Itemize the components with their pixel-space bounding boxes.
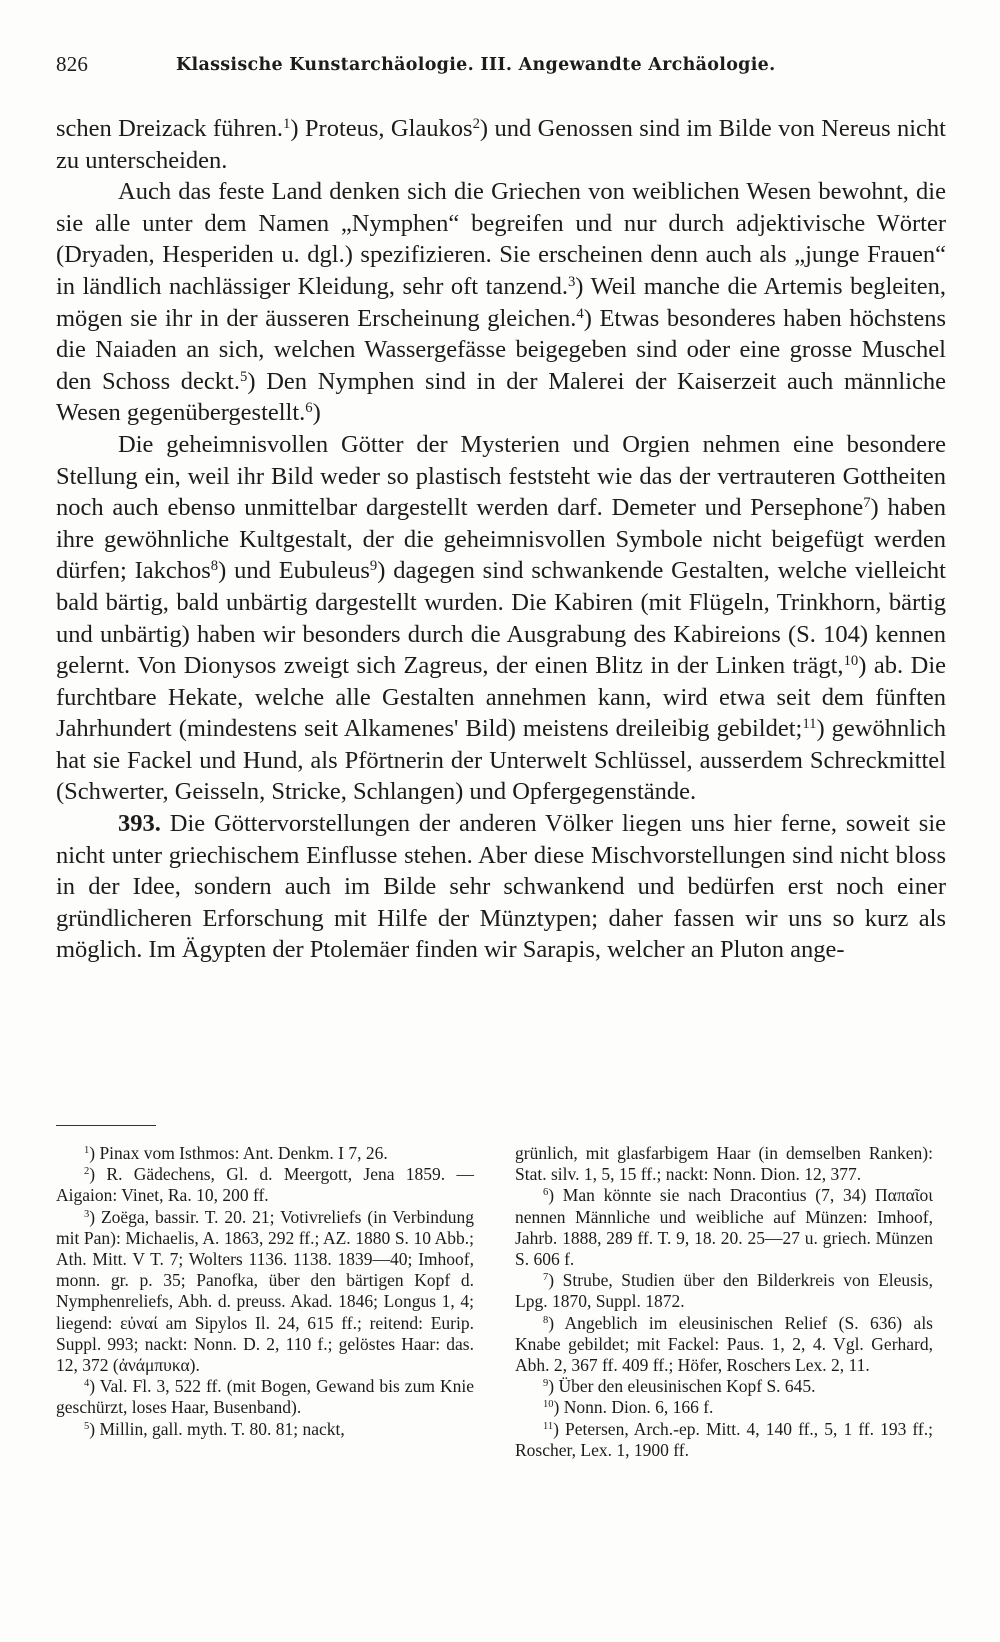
text-run: Den Nymphen sind in der Malerei der Kaiserzeit auch männliche Wesen gegenübergestellt. [56,367,947,427]
footnote-ref: 1 [283,115,291,132]
footnote-11 [515,1419,933,1461]
text-run: und Eubuleus [226,557,370,585]
footnote-2 [56,1164,474,1206]
footnote-mark: 8 [543,1314,549,1326]
footnote-ref: 9 [369,558,378,575]
section-number: 393. [118,810,161,838]
footnote-1 [56,1143,474,1164]
footnote-ref: 10 [843,653,859,670]
footnote-mark: 10 [543,1399,554,1411]
footnote-text: ) Millin, gall. myth. T. 80. 81; nackt, [89,1418,345,1439]
footnote-3 [56,1207,474,1377]
footnote-ref: 3 [567,273,576,290]
running-title: Klassische Kunstarchäologie. III. Angewandte Archäologie. [176,55,776,75]
page-number: 826 [56,52,89,76]
footnote-ref: 5 [240,368,248,385]
footnotes-left-column [56,1143,474,1440]
text-run: ) [290,115,299,142]
footnote-ref: 6 [305,400,313,417]
footnote-6 [515,1185,933,1270]
text-run: ) [816,715,825,743]
footnote-text: ) Über den eleusinischen Kopf S. 645. [548,1376,816,1397]
paragraph-4 [56,808,946,966]
footnote-5 [56,1419,474,1440]
text-run: Etwas besonderes haben höchstens die Naiaden an sich, welchen Wassergefässe beigegeben sind oder eine grosse Muschel den Schoss deckt. [56,304,946,395]
paragraph-1 [56,113,946,176]
footnote-mark: 3 [84,1208,90,1220]
footnote-ref: 7 [863,495,871,512]
footnote-10 [515,1397,933,1418]
footnote-text: ) Petersen, Arch.-ep. Mitt. 4, 140 ff., 5, 1 ff. 193 ff.; Roscher, Lex. 1, 1900 ff. [515,1418,933,1460]
main-text [56,113,946,966]
footnote-text: ) Man könnte sie nach Dracontius (7, 34) Παπαῖοι nennen Männliche und weibliche auf Münzen: Imhoof, Jahrb. 1888, 289 ff. T. 9, 18. 20. 25—27 u. griech. Münzen S. 606 f. [515,1185,933,1270]
text-run: ) [377,557,386,585]
text-run: gewöhnlich hat sie Fackel und Hund, als Pförtnerin der Unterwelt Schlüssel, ausserdem Schreckmittel (Schwerter, Geisseln, Stricke, Schlangen) und Opfergegenstände. [56,715,946,806]
paragraph-3 [56,429,946,808]
text-run: ) [870,494,879,522]
text-run: ) [583,304,592,332]
paragraph-2 [56,176,946,429]
text-run: Auch das feste Land denken sich die Griechen von weiblichen Wesen bewohnt, die sie alle unter dem Namen „Nymphen“ begreifen und nur durch adjektivische Wörter (Dryaden, Hesperiden u. dgl.) spezifizieren. Sie erscheinen denn auch als „junge Frauen“ in ländlich nachlässiger Kleidung, sehr oft tanzend. [56,178,946,300]
text-run: und Genossen sind im Bilde von Nereus nicht zu unterscheiden. [56,115,946,174]
footnote-mark: 5 [84,1420,90,1432]
text-run: ) [247,367,256,395]
footnote-7 [515,1270,933,1312]
footnote-ref: 2 [472,115,480,132]
text-run: Die geheimnisvollen Götter der Mysterien und Orgien nehmen eine besondere Stellung ein, weil ihr Bild weder so plastisch feststeht wie das der vertrauteren Gottheiten noch auch ebenso unmittelbar dargestellt werden darf. Demeter und Persephone [56,430,946,522]
footnote-mark: 6 [543,1187,549,1199]
text-run: ) [218,557,227,585]
footnote-text: ) Val. Fl. 3, 522 ff. (mit Bogen, Gewand bis zum Knie geschürzt, loses Haar, Busenband). [56,1376,474,1418]
text-run: Die Göttervorstellungen der anderen Völker liegen uns hier ferne, soweit sie nicht unter griechischem Einflusse stehen. Aber diese Mischvorstellungen sind nicht bloss in der Idee, sondern auch im Bilde sehr schwankend und bedürfen erst noch einer gründlicheren Erforschung mit Hilfe der Münztypen; daher fassen wir uns so kurz als möglich. Im Ägypten der Ptolemäer finden wir Sarapis, welcher an Pluton ange- [56,810,946,964]
footnote-9 [515,1376,933,1397]
footnote-text: ) Nonn. Dion. 6, 166 f. [553,1397,714,1418]
footnote-5-continued: grünlich, mit glasfarbigem Haar (in demselben Ranken): Stat. silv. 1, 5, 15 ff.; nackt: Nonn. Dion. 12, 377. [515,1143,933,1185]
footnote-ref: 11 [802,716,817,733]
footnote-text: ) Strube, Studien über den Bilderkreis von Eleusis, Lpg. 1870, Suppl. 1872. [515,1270,933,1312]
footnote-text: ) R. Gädechens, Gl. d. Meergott, Jena 1859. — Aigaion: Vinet, Ra. 10, 200 ff. [56,1164,474,1206]
footnote-divider [56,1125,156,1126]
footnote-text: ) Zoëga, bassir. T. 20. 21; Votivreliefs (in Verbindung mit Pan): Michaelis, A. 1863, 292 ff.; AZ. 1880 S. 10 Abb.; Ath. Mitt. V T. 7; Wolters 1136. 1138. 1839—40; Imhoof, monn. gr. p. 35; Panofka, über den bärtigen Kopf d. Nymphenreliefs, Abh. d. preuss. Akad. 1846; Longus 1, 4; liegend: εὐναί am Sipylos Il. 24, 615 ff.; reitend: Eurip. Suppl. 993; nackt: Nonn. D. 2, 110 f.; gelöstes Haar: das. 12, 372 (ἀνάμπυκα). [56,1206,474,1376]
text-run: schen Dreizack führen. [56,115,284,142]
footnote-mark: 7 [543,1272,549,1284]
footnotes-right-column [515,1143,933,1461]
footnote-text: ) Pinax vom Isthmos: Ant. Denkm. I 7, 26. [89,1143,388,1163]
text-run: ) [858,652,867,680]
footnote-mark: 11 [543,1420,554,1432]
footnote-mark: 9 [543,1378,549,1390]
text-run: Proteus, Glaukos [298,115,473,142]
text-run: dagegen sind schwankende Gestalten, welche vielleicht bald bärtig, bald unbärtig dargestellt wurden. Die Kabiren (mit Flügeln, Trinkhorn, bärtig und unbärtig) haben wir besonders durch die Ausgrabung des Kabireions (S. 104) kennen gelernt. Von Dionysos zweigt sich Zagreus, der einen Blitz in der Linken trägt, [56,557,946,680]
text-run: ) [479,115,489,142]
footnote-8 [515,1313,933,1377]
footnote-ref: 4 [576,305,584,322]
footnote-ref: 8 [210,558,219,575]
footnote-mark: 4 [84,1378,90,1390]
text-run: Weil manche die Artemis begleiten, mögen sie ihr in der äusseren Erscheinung gleichen. [56,272,946,332]
text-run: ) [575,272,584,300]
footnote-4 [56,1376,474,1418]
text-run: ab. Die furchtbare Hekate, welche alle Gestalten annehmen kann, wird etwa seit dem fünften Jahrhundert (mindestens seit Alkamenes' Bild) meistens dreileibig gebildet; [56,652,946,743]
text-run: ) [312,399,321,427]
footnote-mark: 1 [84,1145,90,1157]
text-run: haben ihre gewöhnliche Kultgestalt, der die geheimnisvollen Symbole nicht beigefügt werden dürfen; Iakchos [56,494,947,585]
footnote-text: ) Angeblich im eleusinischen Relief (S. 636) als Knabe gebildet; mit Fackel: Paus. 1, 2, 4. Vgl. Gerhard, Abh. 2, 367 ff. 409 ff.; Höfer, Roschers Lex. 2, 11. [515,1312,933,1376]
footnote-mark: 2 [84,1166,90,1178]
